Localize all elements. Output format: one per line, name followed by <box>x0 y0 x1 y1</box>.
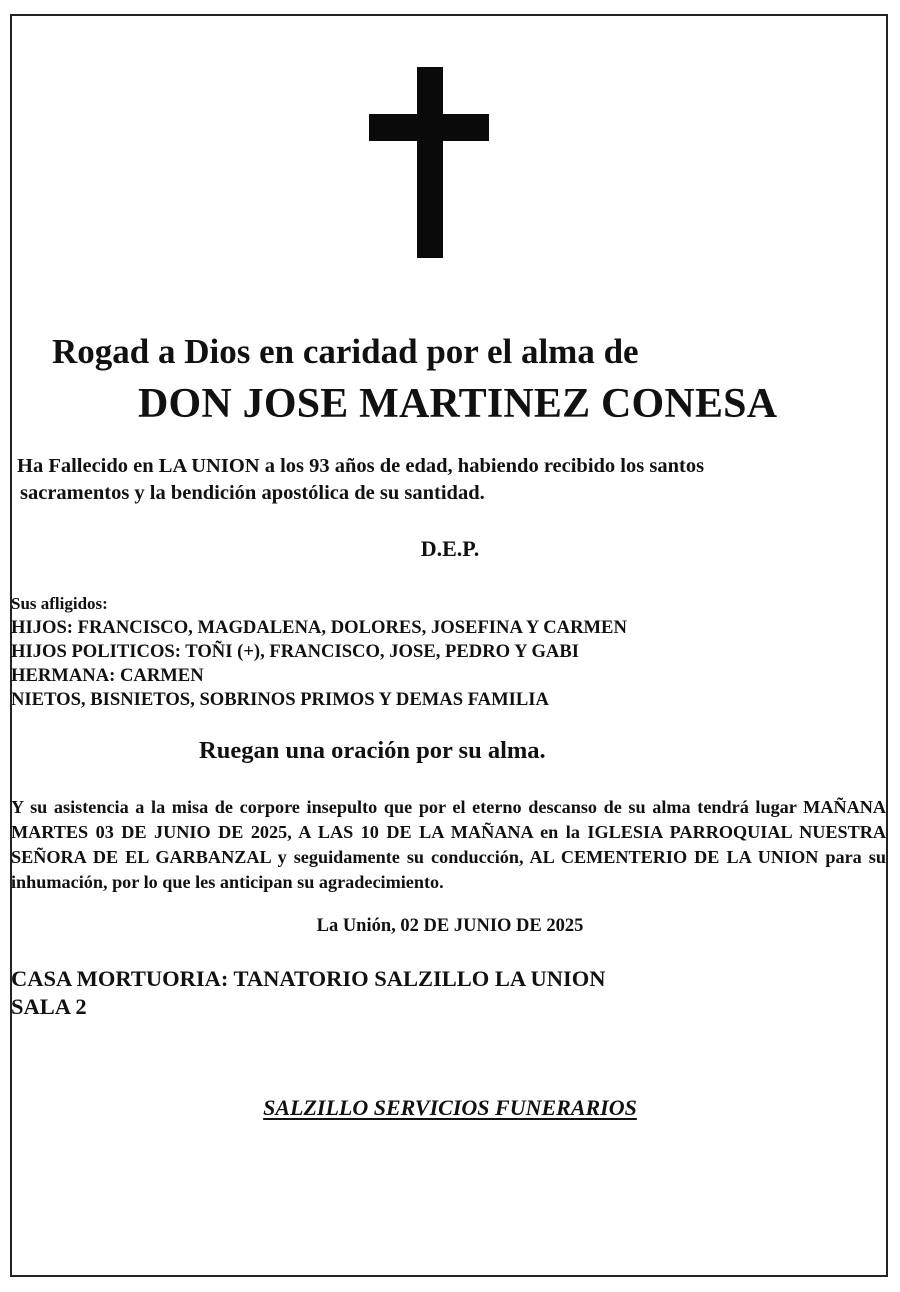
mass-details: Y su asistencia a la misa de corpore insepulto que por el eterno descanso de su alma tendrá lugar MAÑANA MARTES 03 DE JUNIO DE 2025, A LAS 10 DE LA MAÑANA en la IGLESIA PARROQUIAL NUESTRA SEÑORA DE EL GARBANZAL y seguidamente su conducción, AL CEMENTERIO DE LA UNION para su inhumación, por lo que les anticipan su agradecimiento. <box>11 797 886 892</box>
dep-heading: D.E.P. <box>420 536 480 561</box>
funeral-service-signature: SALZILLO SERVICIOS FUNERARIOS <box>263 1095 637 1120</box>
death-announcement <box>17 453 877 507</box>
family-intro: Sus afligidos: <box>11 594 108 613</box>
deceased-name: DON JOSE MARTINEZ CONESA <box>138 381 778 427</box>
family-line-relatives: NIETOS, BISNIETOS, SOBRINOS PRIMOS Y DEMAS FAMILIA <box>11 689 549 710</box>
family-line-in-laws: HIJOS POLITICOS: TOÑI (+), FRANCISCO, JOSE, PEDRO Y GABI <box>11 641 579 662</box>
family-line-sister: HERMANA: CARMEN <box>11 665 204 686</box>
cross-horizontal-bar <box>369 114 489 141</box>
prayer-request: Ruegan una oración por su alma. <box>199 737 546 764</box>
funeral-home-name: CASA MORTUORIA: TANATORIO SALZILLO LA UNION <box>11 966 606 991</box>
cross-vertical-bar <box>417 67 443 258</box>
announcement-line-1: Ha Fallecido en LA UNION a los 93 años de edad, habiendo recibido los santos <box>17 455 705 477</box>
family-list <box>11 592 627 712</box>
funeral-home-room: SALA 2 <box>11 994 87 1019</box>
cross-icon <box>369 67 489 258</box>
announcement-line-2: sacramentos y la bendición apostólica de su santidad. <box>20 482 485 504</box>
date-line: La Unión, 02 DE JUNIO DE 2025 <box>316 916 584 936</box>
funeral-home <box>11 965 606 1021</box>
intro-heading: Rogad a Dios en caridad por el alma de <box>52 332 639 371</box>
family-line-children: HIJOS: FRANCISCO, MAGDALENA, DOLORES, JOSEFINA Y CARMEN <box>11 617 627 638</box>
